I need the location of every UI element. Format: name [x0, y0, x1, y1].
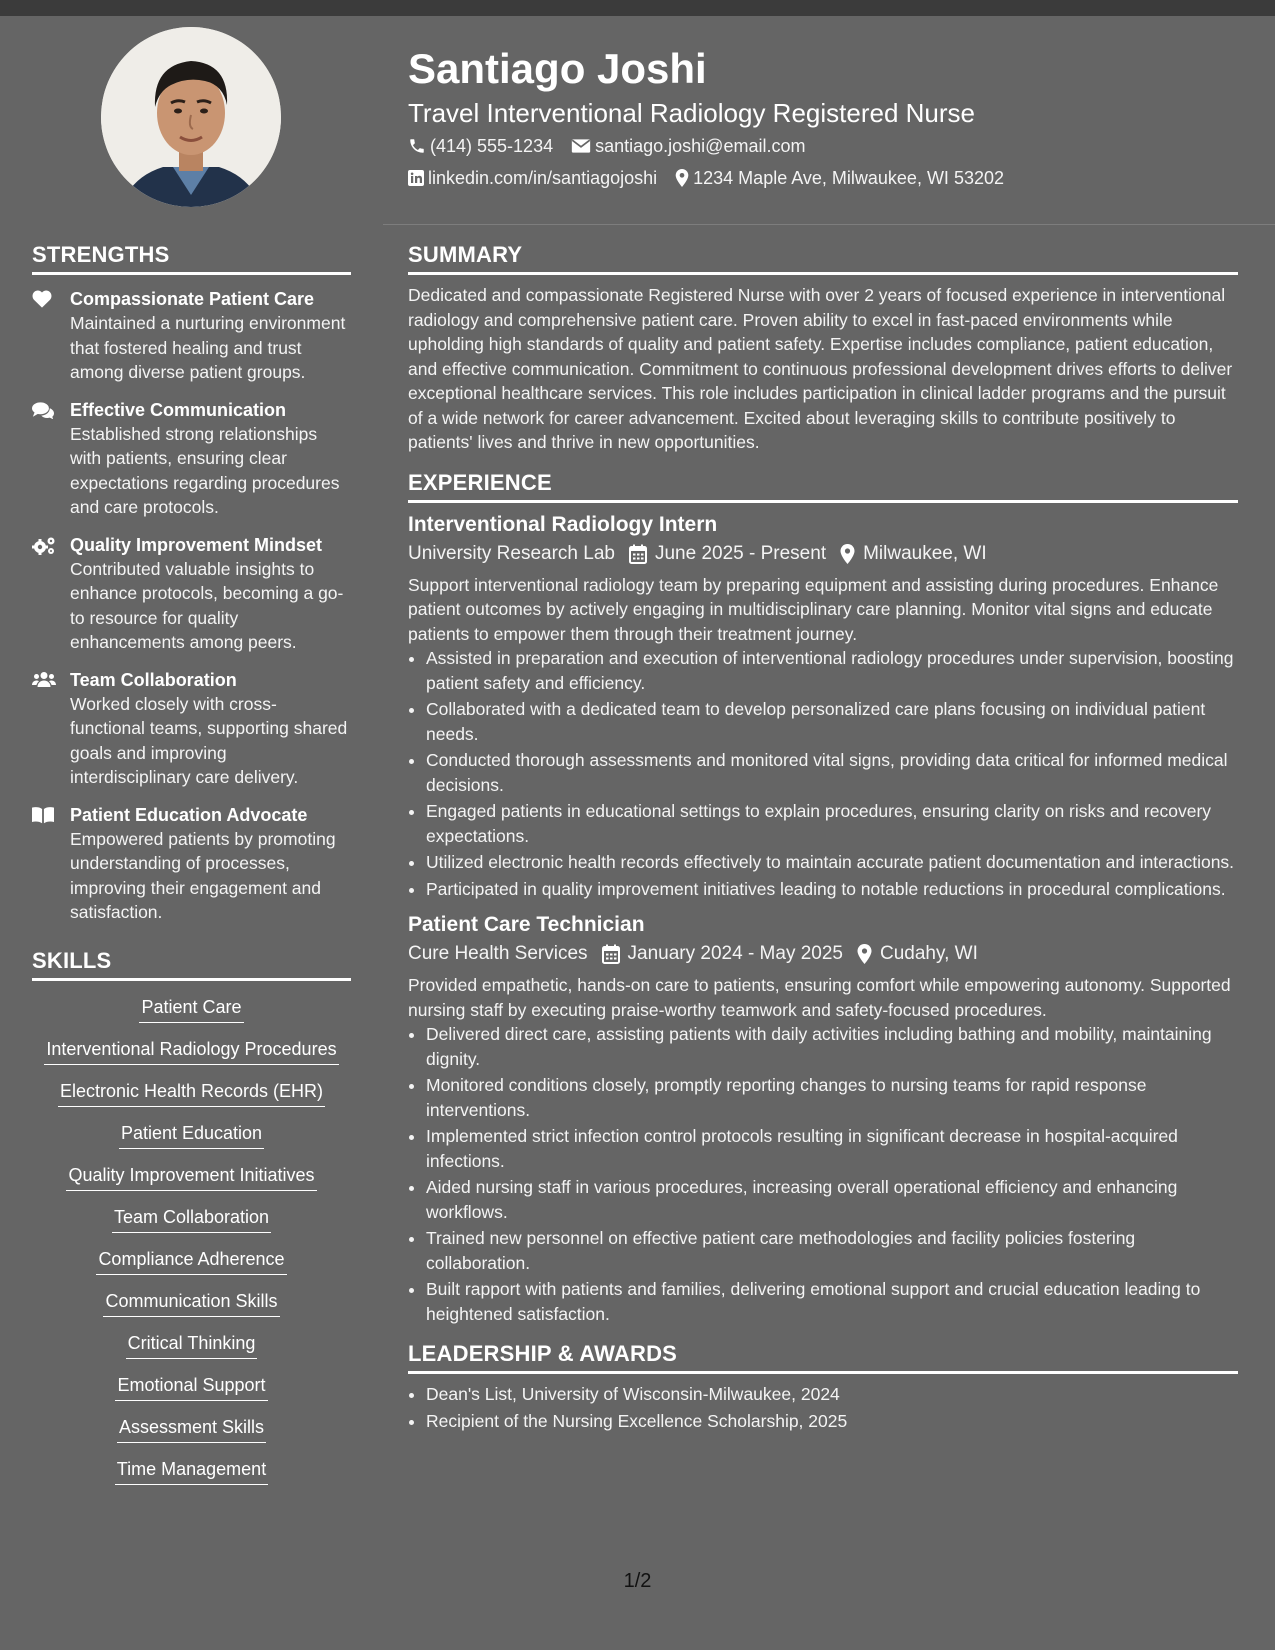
strength-item [32, 533, 351, 655]
linkedin-contact[interactable] [408, 162, 657, 194]
users-icon [32, 671, 56, 687]
strength-title: Team Collaboration [70, 669, 237, 690]
job-meta [408, 939, 1238, 969]
email-text: santiago.joshi@email.com [595, 136, 806, 156]
list-item: • Utilized electronic health records effectively to maintain accurate patient documentation and interactions. [426, 850, 1238, 875]
candidate-title: Travel Interventional Radiology Registered Nurse [408, 98, 975, 128]
skill-tag: Assessment Skills [117, 1415, 266, 1443]
contact-row-2 [408, 162, 1238, 194]
book-open-icon [32, 806, 54, 824]
linkedin-text: linkedin.com/in/santiagojoshi [428, 168, 658, 188]
map-marker-icon [857, 944, 872, 964]
experience-heading: EXPERIENCE [408, 469, 1238, 503]
list-item: • Monitored conditions closely, promptly reporting changes to nursing teams for rapid response interventions. [426, 1073, 1238, 1122]
skill-tag: Team Collaboration [112, 1205, 271, 1233]
list-item: • Aided nursing staff in various procedures, increasing overall operational efficiency and enhancing workflows. [426, 1175, 1238, 1224]
map-marker-icon [840, 544, 855, 564]
top-bar [0, 0, 1275, 16]
job-entry [408, 911, 1238, 1326]
phone-icon [408, 137, 426, 155]
job-entry [408, 511, 1238, 902]
candidate-name: Santiago Joshi [408, 45, 707, 92]
skill-tag: Electronic Health Records (EHR) [58, 1079, 325, 1107]
list-item: • Conducted thorough assessments and monitored vital signs, providing data critical for informed medical decisions. [426, 748, 1238, 797]
list-item: • Collaborated with a dedicated team to develop personalized care plans focusing on individual patient needs. [426, 697, 1238, 746]
page-number: 1/2 [623, 1570, 652, 1592]
phone-contact[interactable] [408, 130, 553, 162]
strength-item [32, 287, 351, 385]
comments-icon [32, 401, 54, 419]
list-item: • Participated in quality improvement initiatives leading to notable reductions in procedural complications. [426, 877, 1238, 902]
contact-row-1 [408, 130, 1238, 162]
skill-tag: Quality Improvement Initiatives [66, 1163, 316, 1191]
skill-tag: Patient Care [139, 995, 243, 1023]
job-dates: January 2024 - May 2025 [627, 943, 843, 964]
job-description: Support interventional radiology team by preparing equipment and assisting during procedures. Enhance patient outcomes by actively engaging in multidisciplinary care planning. Monitor vital signs and educate patients to empower them through their treatment journey. [408, 574, 1219, 644]
job-title: Patient Care Technician [408, 913, 645, 936]
list-item: • Built rapport with patients and families, delivering emotional support and crucial education leading to heightened satisfaction. [426, 1277, 1238, 1326]
strength-title: Quality Improvement Mindset [70, 534, 323, 555]
email-contact[interactable] [571, 130, 805, 162]
skill-tag: Communication Skills [103, 1289, 279, 1317]
list-item: • Assisted in preparation and execution of interventional radiology procedures under supervision, boosting patient safety and efficiency. [426, 646, 1238, 695]
list-item: • Dean's List, University of Wisconsin-Milwaukee, 2024 [426, 1382, 1238, 1407]
skill-tag: Time Management [115, 1457, 268, 1485]
cogs-icon [32, 536, 56, 556]
strength-desc: Worked closely with cross-functional teams, supporting shared goals and improving interdisciplinary care delivery. [70, 693, 348, 787]
awards-heading: LEADERSHIP & AWARDS [408, 1340, 1238, 1374]
calendar-icon [629, 544, 647, 564]
strength-title: Effective Communication [70, 399, 287, 420]
job-dates: June 2025 - Present [654, 542, 827, 564]
skill-tag: Emotional Support [115, 1373, 267, 1401]
avatar [101, 27, 281, 207]
job-location: Milwaukee, WI [863, 542, 987, 564]
list-item: • Engaged patients in educational settings to explain procedures, ensuring clarity on risks and recovery expectations. [426, 799, 1238, 848]
list-item: • Delivered direct care, assisting patients with daily activities including bathing and mobility, maintaining dignity. [426, 1022, 1238, 1071]
address-text: 1234 Maple Ave, Milwaukee, WI 53202 [693, 168, 1004, 188]
envelope-icon [571, 138, 591, 154]
list-item: • Recipient of the Nursing Excellence Scholarship, 2025 [426, 1409, 1238, 1434]
strength-desc: Contributed valuable insights to enhance protocols, becoming a go-to resource for quality enhancements among peers. [70, 558, 344, 652]
skills-heading: SKILLS [32, 947, 351, 981]
heart-icon [32, 290, 52, 308]
calendar-icon [602, 944, 620, 964]
strength-desc: Established strong relationships with patients, ensuring clear expectations regarding procedures and care protocols. [70, 423, 340, 517]
skill-tag: Patient Education [119, 1121, 264, 1149]
left-column [32, 241, 351, 1499]
skill-tag: Critical Thinking [126, 1331, 258, 1359]
strength-title: Patient Education Advocate [70, 804, 308, 825]
summary-text: Dedicated and compassionate Registered Nurse with over 2 years of focused experience in interventional radiology and comprehensive patient care. Proven ability to excel in fast-paced environments while upholding high standards of quality and patient safety. Expertise includes compliance, patient education, and effective communication. Commitment to continuous professional development drives efforts to deliver exceptional healthcare services. This role includes participation in clinical ladder programs and the pursuit of a wide network for career advancement. Excited about leveraging skills to contribute positively to patients' lives and thrive in new opportunities. [408, 285, 1233, 452]
job-company: University Research Lab [408, 542, 615, 564]
job-bullets [408, 646, 1238, 901]
job-bullets [408, 1022, 1238, 1326]
strength-title: Compassionate Patient Care [70, 289, 315, 309]
summary-heading: SUMMARY [408, 241, 1238, 275]
job-title: Interventional Radiology Intern [408, 512, 718, 536]
strengths-list [32, 283, 351, 925]
map-marker-icon [675, 169, 689, 187]
awards-list [408, 1382, 1238, 1433]
job-location: Cudahy, WI [880, 943, 978, 964]
skills-list [32, 989, 351, 1499]
strength-desc: Empowered patients by promoting understanding of processes, improving their engagement and satisfaction. [70, 828, 336, 922]
job-company: Cure Health Services [408, 943, 588, 964]
strength-item [32, 668, 351, 790]
address-contact [675, 162, 1004, 194]
list-item: • Trained new personnel on effective patient care methodologies and facility policies fostering collaboration. [426, 1226, 1238, 1275]
strength-item [32, 803, 351, 925]
resume-header [408, 44, 1238, 194]
list-item: • Implemented strict infection control protocols resulting in significant decrease in hospital-acquired infections. [426, 1124, 1238, 1173]
skill-tag: Compliance Adherence [96, 1247, 286, 1275]
job-description: Provided empathetic, hands-on care to patients, ensuring comfort while empowering autonomy. Supported nursing staff by executing praise-worthy teamwork and safety-focused procedures. [408, 975, 1231, 1020]
strength-item [32, 398, 351, 520]
skill-tag: Interventional Radiology Procedures [44, 1037, 338, 1065]
phone-text: (414) 555-1234 [430, 136, 554, 156]
strength-desc: Maintained a nurturing environment that fostered healing and trust among diverse patient groups. [70, 313, 346, 382]
header-divider [383, 224, 1275, 225]
job-meta [408, 539, 1238, 569]
strengths-heading: STRENGTHS [32, 241, 351, 275]
linkedin-icon [408, 170, 424, 186]
right-column [408, 241, 1238, 1443]
